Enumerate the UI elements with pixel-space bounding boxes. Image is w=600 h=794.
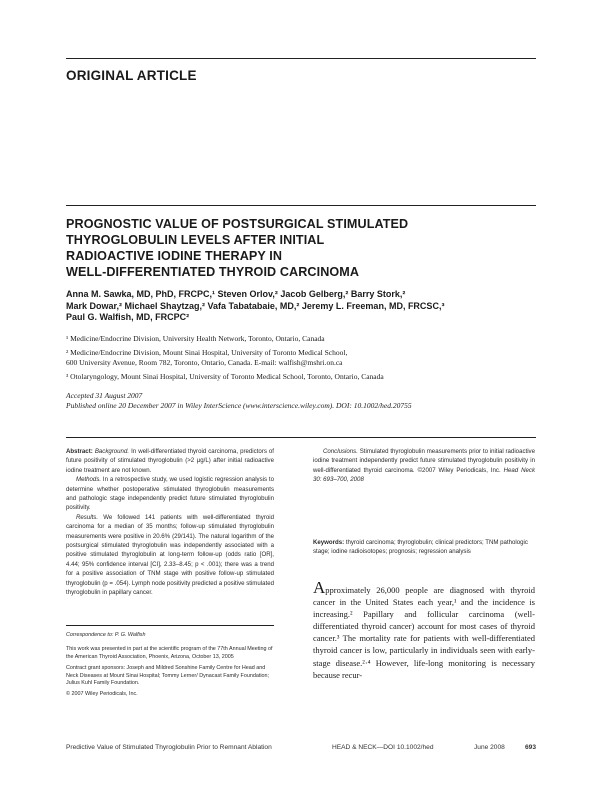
abstract-rule [66,437,536,438]
publication-dates [66,391,536,412]
abstract-column-left [66,447,274,597]
journal-doi: HEAD & NECK—DOI 10.1002/hed [332,744,434,751]
results-label: Results. [76,513,99,521]
title-line: THYROGLOBULIN LEVELS AFTER INITIAL [66,233,325,247]
issue-date: June 2008 [474,744,505,751]
drop-cap: A [313,578,326,597]
copyright-note: © 2007 Wiley Periodicals, Inc. [66,691,138,698]
author-line: Paul G. Walfish, MD, FRCPC² [66,312,190,322]
footnotes [66,632,274,703]
section-label: ORIGINAL ARTICLE [66,68,197,83]
abstract-results: We followed 141 patients with well-differentiated thyroid carcinoma for a median of 35 months; follow-up stimulated thyroglobulin measurements were positive in 20.6% (29/141). The natural logarithm of the postsurgical stimulated thyroglobulin was independently associated with a positive stimulated thyroglobulin at long-term follow-up (odds ratio [OR], 4.44; 95% confidence interval [CI], 2.33–8.45; p < .001); there was a trend for a positive association of TNM stage with positive follow-up stimulated thyroglobulin (p = .054). Lymph node positivity predicted a positive stimulated thyroglobulin in papillary cancer. [66,513,274,597]
body-paragraph [313,578,535,681]
abstract-background: In well-differentiated thyroid carcinoma, predictors of future positivity of stimulated thyroglobulin (>2 μg/L) after initial radioactive iodine treatment are not known. [66,448,274,474]
author-line: Mark Dowar,² Michael Shaytzag,² Vafa Tabatabaie, MD,² Jeremy L. Freeman, MD, FRCSC,³ [66,300,445,311]
abstract-methods: In a retrospective study, we used logistic regression analysis to determine whether postoperative stimulated thyroglobulin measurements and pathologic stage independently predict future stimulated thyroglobulin positivity. [66,476,274,512]
conclusions-label: Conclusions. [323,448,358,455]
abstract-copyright: ©2007 Wiley Periodicals, Inc. [414,466,501,474]
article-title [66,216,536,280]
abstract-citation: Head Neck 30: 693–700, 2008 [313,466,535,484]
affiliation-1: ¹ Medicine/Endocrine Division, University Health Network, Toronto, Ontario, Canada [66,334,325,343]
affiliations [66,334,536,382]
grant-note: Contract grant sponsors: Joseph and Mildred Sonshine Family Centre for Head and Neck Diseases at Mount Sinai Hospital; Tommy Lerner/ Dynacast Family Foundation; Julius Kuhl Family Foundation. [66,665,270,687]
author-list [66,289,536,324]
affiliation-3: ³ Otolaryngology, Mount Sinai Hospital, University of Toronto Medical School, Toronto, Ontario, Canada [66,371,384,381]
affiliation-2-address: 600 University Avenue, Room 782, Toronto, Ontario, Canada. E-mail: walfish@mshri.on.ca [66,358,343,368]
affiliation-2: ² Medicine/Endocrine Division, Mount Sinai Hospital, University of Toronto Medical School, [66,347,348,357]
running-title: Predictive Value of Stimulated Thyroglobulin Prior to Remnant Ablation [66,744,272,751]
top-rule [66,58,536,59]
keywords-list: thyroid carcinoma; thyroglobulin; clinical predictors; TNM pathologic stage; iodine radioisotopes; prognosis; regression analysis [313,539,528,556]
keywords-label: Keywords: [313,539,345,546]
presentation-note: This work was presented in part at the scientific program of the 77th Annual Meeting of the American Thyroid Association, Phoenix, Arizona, October 13, 2005 [66,646,273,660]
author-line: Anna M. Sawka, MD, PhD, FRCPC,¹ Steven Orlov,² Jacob Gelberg,² Barry Stork,² [66,289,406,299]
published-online: Published online 20 December 2007 in Wiley InterScience (www.interscience.wiley.com). DOI: 10.1002/hed.20755 [66,401,412,411]
page-number: 693 [524,744,536,751]
title-line: WELL-DIFFERENTIATED THYROID CARCINOMA [66,265,360,279]
methods-label: Methods. [76,476,102,484]
background-label: Background. [94,448,130,455]
title-line: PROGNOSTIC VALUE OF POSTSURGICAL STIMULATED [66,217,409,231]
correspondence-note: Correspondence to: P. G. Walfish [66,632,146,638]
footnote-rule [66,625,274,626]
title-line: RADIOACTIVE IODINE THERAPY IN [66,249,283,263]
title-rule [66,205,536,206]
keywords [313,538,535,557]
abstract-column-right [313,447,535,485]
body-text: pproximately 26,000 people are diagnosed with thyroid cancer in the United States each year,¹ and the incidence is increasing.² Papillary and follicular carcinoma (well-differentiated thyroid cancer) account for most cases of thyroid cancer.³ The mortality rate for patients with well-differentiated thyroid cancer is low, particularly in individuals seen with early-stage disease.²·⁴ However, life-long monitoring is necessary because recur- [313,585,535,680]
accepted-date: Accepted 31 August 2007 [66,391,143,400]
abstract-label: Abstract: [66,448,93,455]
abstract-conclusions: Stimulated thyroglobulin measurements prior to initial radioactive iodine treatment independently predict future stimulated thyroglobulin positivity in well-differentiated thyroid carcinoma. [313,448,535,474]
